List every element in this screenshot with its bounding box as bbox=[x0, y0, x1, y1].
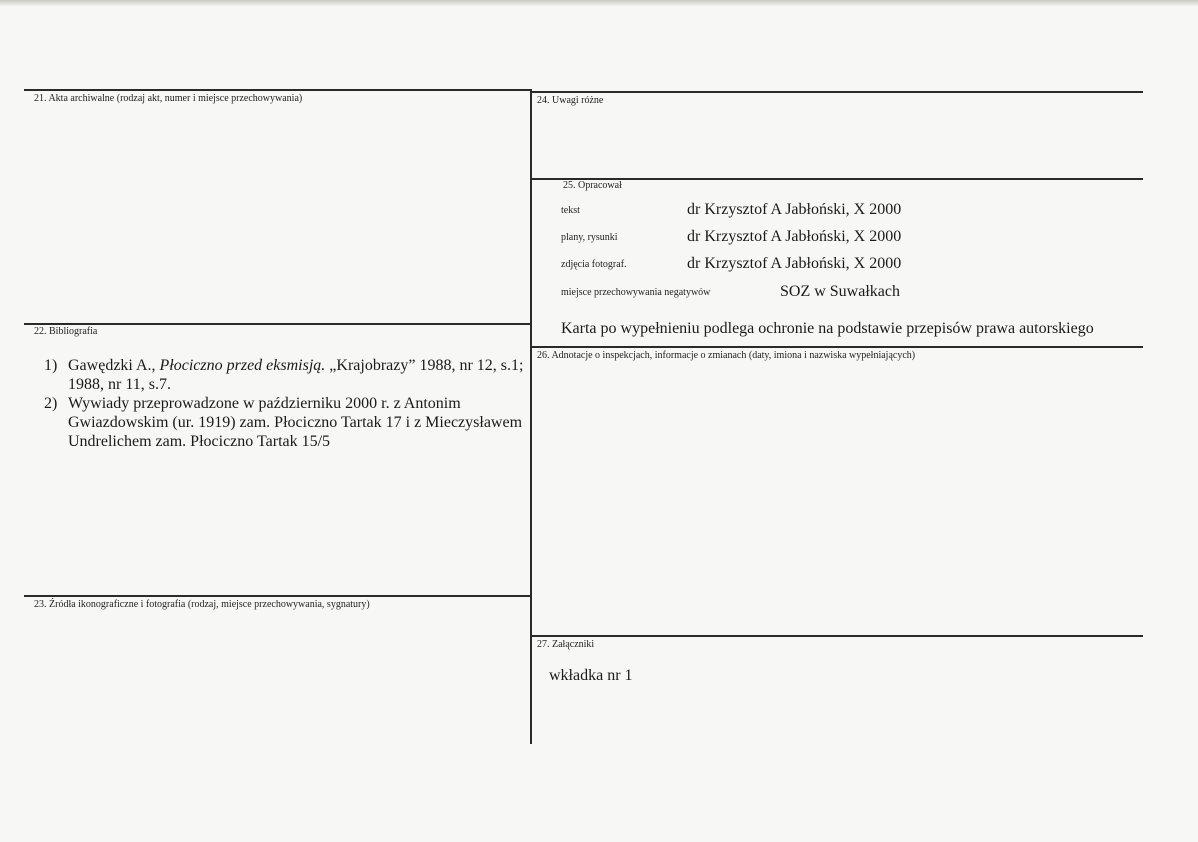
copyright-notice: Karta po wypełnieniu podlega ochronie na podstawie przepisów prawa autorskiego bbox=[561, 320, 1094, 337]
divider-top-right bbox=[531, 91, 1143, 93]
author-row-label-photos: zdjęcia fotograf. bbox=[561, 259, 627, 270]
section-27-label: 27. Załączniki bbox=[537, 639, 595, 650]
divider-s26-top bbox=[531, 346, 1143, 348]
negatives-location-value: SOZ w Suwałkach bbox=[780, 283, 900, 300]
bibliography-author: Gawędzki A., bbox=[68, 357, 160, 374]
bibliography-title: Płociczno przed eksmisją. bbox=[159, 357, 326, 374]
author-row-value-text: dr Krzysztof A Jabłoński, X 2000 bbox=[687, 201, 902, 218]
divider-s27-top bbox=[531, 635, 1143, 637]
bibliography-details: „Krajobrazy” 1988, nr 12, s.1; 1988, nr 11, s.7. bbox=[68, 357, 524, 393]
divider-top-left bbox=[24, 89, 531, 91]
bibliography-item-number: 2) bbox=[44, 395, 58, 412]
section-25-label: 25. Opracował bbox=[563, 180, 622, 191]
bibliography-item-number: 1) bbox=[44, 357, 58, 374]
author-row-value-photos: dr Krzysztof A Jabłoński, X 2000 bbox=[687, 255, 902, 272]
attachment-value: wkładka nr 1 bbox=[549, 667, 633, 684]
divider-s25-top bbox=[531, 178, 1143, 180]
section-21-label: 21. Akta archiwalne (rodzaj akt, numer i miejsce przechowywania) bbox=[34, 93, 303, 104]
bibliography-item bbox=[44, 394, 524, 451]
author-row-value-plans: dr Krzysztof A Jabłoński, X 2000 bbox=[687, 228, 902, 245]
bibliography-list bbox=[44, 356, 524, 451]
author-row-label-plans: plany, rysunki bbox=[561, 232, 618, 243]
section-22-label: 22. Bibliografia bbox=[34, 326, 98, 337]
author-row-label-text: tekst bbox=[561, 205, 580, 216]
scan-edge bbox=[0, 0, 1198, 6]
divider-center bbox=[530, 89, 532, 744]
section-23-label: 23. Źródła ikonograficzne i fotografia (rodzaj, miejsce przechowywania, sygnatury) bbox=[34, 599, 370, 610]
divider-s22-top bbox=[24, 323, 531, 325]
divider-s23-top bbox=[24, 595, 531, 597]
section-26-label: 26. Adnotacje o inspekcjach, informacje o zmianach (daty, imiona i nazwiska wypełniających) bbox=[537, 350, 916, 361]
bibliography-item bbox=[44, 356, 524, 394]
negatives-location-label: miejsce przechowywania negatywów bbox=[561, 287, 711, 298]
bibliography-text: Wywiady przeprowadzone w październiku 2000 r. z Antonim Gwiazdowskim (ur. 1919) zam. Płociczno Tartak 17 i z Mieczysławem Undrelichem zam. Płociczno Tartak 15/5 bbox=[68, 395, 523, 450]
section-24-label: 24. Uwagi różne bbox=[537, 95, 604, 106]
